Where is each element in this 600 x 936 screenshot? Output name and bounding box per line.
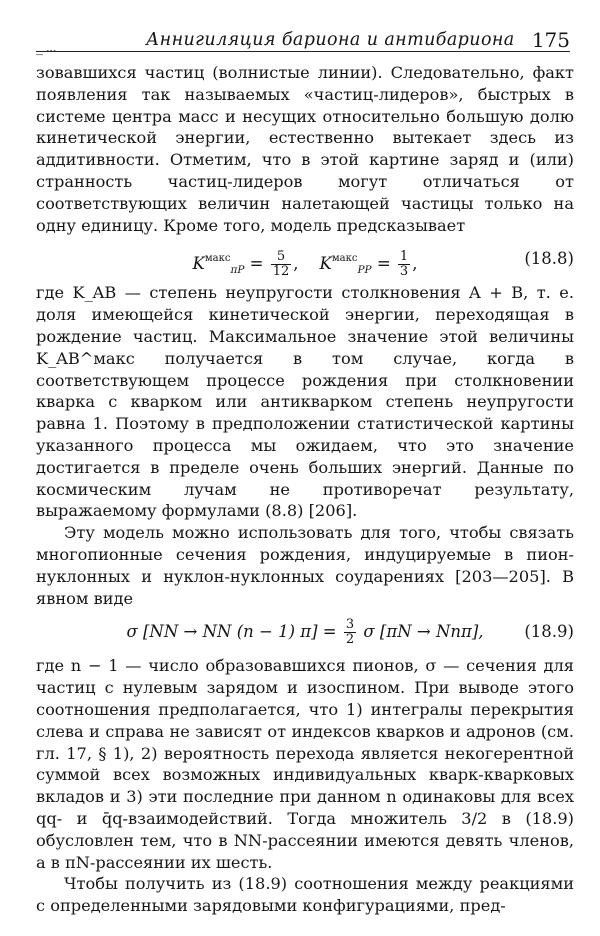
header-rule xyxy=(36,51,570,52)
header-left-mark: _ ... xyxy=(36,40,56,56)
eq2-right: σ [πN → Nnπ], xyxy=(363,622,484,642)
paragraph-2: где K_AB — степень неупругости столкновения A + B, т. е. доля имеющейся кинетической энергии, переходящая в рождение частиц. Максимальное значение этой величины K_AB^макс получается в том случае, когда в соответствующем процессе рождения при столкновении кварка с кварком или антикварком степень неупругости равна 1. Поэтому в предположении статистической картины указанного процесса мы ожидаем, что это значение достигается в пределе очень больших энергий. Данные по космическим лучам не противоречат результату, выражаемому формулами (8.8) [206]. xyxy=(36,283,574,521)
running-head xyxy=(36,22,570,56)
page-body xyxy=(36,62,574,917)
eq1-sub1: πP xyxy=(230,264,245,277)
eq2-left: σ [NN → NN (n − 1) π] = xyxy=(126,622,337,642)
eq1-fraction-1: $\frac{5}{12}$ xyxy=(272,249,290,280)
eq1-k-symbol: K xyxy=(192,254,205,274)
eq1-sub2: PP xyxy=(357,264,372,277)
equation-number-18-9: (18.9) xyxy=(524,622,574,642)
paragraph-5: Чтобы получить из (18.9) соотношения между реакциями с определенными зарядовыми конфигурациями, пред- xyxy=(36,874,574,916)
eq1-k-symbol-2: K xyxy=(319,254,332,274)
eq1-fraction-2: $\frac{1}{3}$ xyxy=(399,249,409,280)
eq1-sup-2: макс xyxy=(331,253,358,265)
paragraph-1: зовавшихся частиц (волнистые линии). Следовательно, факт появления так называемых «частиц-лидеров», быстрых в системе центра масс и несущих относительно большую долю кинетической энергии, естественно вытекает здесь из аддитивности. Отметим, что в этой картине заряд и (или) странность частиц-лидеров могут отличаться от соответствующих величин налетающей частицы только на одну единицу. Кроме того, модель предсказывает xyxy=(36,63,574,235)
eq1-sup: макс xyxy=(204,253,231,265)
eq2-fraction: $\frac{3}{2}$ xyxy=(345,617,355,648)
paragraph-3: Эту модель можно использовать для того, чтобы связать многопионные сечения рождения, индуцируемые в пион-нуклонных и нуклон-нуклонных соударениях [203—205]. В явном виде xyxy=(36,523,574,608)
running-title: Аннигиляция бариона и антибариона xyxy=(146,30,515,50)
page-number: 175 xyxy=(531,28,570,52)
paragraph-4: где n − 1 — число образовавшихся пионов, σ — сечения для частиц с нулевым зарядом и изоспином. При выводе этого соотношения предполагается, что 1) интегралы перекрытия слева и справа не зависят от индексов кварков и адронов (см. гл. 17, § 1), 2) вероятность перехода является некогерентной суммой всех возможных индивидуальных кварк-кварковых вкладов и 3) эти последние при данном n одинаковы для всех qq- и q̄q-взаимодействий. Тогда множитель 3/2 в (18.9) обусловлен тем, что в NN-рассеянии имеются девять членов, а в πN-рассеянии их шесть. xyxy=(36,656,574,872)
equation-18-8: $K^{макс}_{\pi P}$ = $\frac{5}{12}$ , $K^{макс}_{PP}$ = $\frac{1}{3}$ , (18.8) xyxy=(36,236,574,282)
equation-number-18-8: (18.8) xyxy=(524,249,574,269)
equation-18-9 xyxy=(36,609,574,655)
